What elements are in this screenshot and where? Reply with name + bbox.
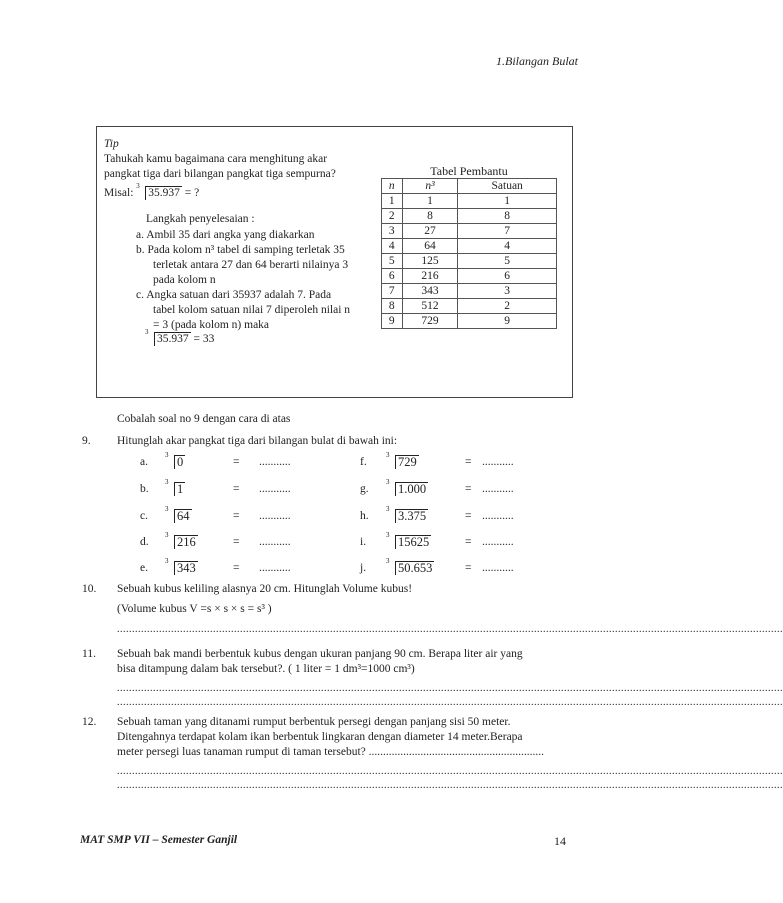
cube-root-expression — [165, 478, 185, 497]
item-label: g. — [360, 483, 369, 495]
root-index: 3 — [165, 557, 169, 565]
step-b-1: b. Pada kolom n³ tabel di samping terletak 35 — [136, 244, 345, 256]
step-b-2: terletak antara 27 dan 64 berarti nilainya 3 — [153, 259, 349, 271]
item-label: f. — [360, 456, 367, 468]
item-label: h. — [360, 510, 369, 522]
cube-root-expression: 3 35.937 — [136, 182, 180, 199]
table-row — [382, 194, 557, 209]
table-cell: 27 — [402, 224, 458, 239]
steps-title: Langkah penyelesaian : — [146, 213, 255, 225]
table-cell: 216 — [402, 269, 458, 284]
table-cell: 125 — [402, 254, 458, 269]
equals-sign: = — [465, 510, 472, 522]
table-row — [382, 284, 557, 299]
table-caption: Tabel Pembantu — [382, 164, 557, 179]
answer-blank[interactable]: ........... — [482, 536, 514, 548]
table-cell: 729 — [402, 314, 458, 329]
table-header: n — [382, 179, 403, 194]
tip-title: Tip — [104, 138, 119, 150]
root-index: 3 — [386, 478, 390, 486]
equals-sign: = — [465, 483, 472, 495]
chapter-header: 1.Bilangan Bulat — [496, 54, 578, 68]
equals-sign: = — [233, 562, 240, 574]
step-a: a. Ambil 35 dari angka yang diakarkan — [136, 229, 315, 241]
table-row — [382, 239, 557, 254]
radicand: 50.653 — [395, 561, 434, 575]
example-suffix: = ? — [184, 187, 200, 199]
radicand: 1.000 — [395, 482, 428, 496]
cube-root-expression — [165, 531, 198, 550]
tip-example — [104, 182, 200, 200]
table-cell: 4 — [458, 239, 557, 254]
answer-blank[interactable]: ........... — [259, 562, 291, 574]
answer-line[interactable]: .............................................................................................................................................................................................................................. — [117, 766, 783, 777]
equals-sign: = — [233, 483, 240, 495]
cube-root-expression — [386, 557, 434, 576]
table-cell: 512 — [402, 299, 458, 314]
result-suffix: = 33 — [193, 333, 215, 345]
item-label: e. — [140, 562, 148, 574]
answer-line[interactable]: .............................................................................................................................................................................................................................. — [117, 683, 783, 694]
tip-line-1: Tahukah kamu bagaimana cara menghitung akar — [104, 153, 328, 165]
root-index: 3 — [386, 531, 390, 539]
equals-sign: = — [465, 562, 472, 574]
q9-text: Hitunglah akar pangkat tiga dari bilangan bulat di bawah ini: — [117, 435, 398, 447]
step-c-3: = 3 (pada kolom n) maka — [153, 319, 270, 331]
radicand: 729 — [395, 455, 419, 469]
answer-blank[interactable]: ........... — [259, 536, 291, 548]
table-cell: 64 — [402, 239, 458, 254]
intro-text: Cobalah soal no 9 dengan cara di atas — [117, 413, 291, 425]
table-cell: 6 — [382, 269, 403, 284]
q10-number: 10. — [82, 583, 97, 595]
cube-root-expression: 3 35.937 — [145, 328, 189, 345]
page-number: 14 — [554, 834, 566, 848]
table-cell: 2 — [458, 299, 557, 314]
q9-number: 9. — [82, 435, 91, 447]
equals-sign: = — [233, 536, 240, 548]
answer-blank[interactable]: ........... — [482, 483, 514, 495]
q11-line-1: Sebuah bak mandi berbentuk kubus dengan ukuran panjang 90 cm. Berapa liter air yang — [117, 648, 523, 660]
table-row — [382, 314, 557, 329]
table-row — [382, 299, 557, 314]
q11-number: 11. — [82, 648, 96, 660]
root-index: 3 — [165, 505, 169, 513]
equals-sign: = — [233, 456, 240, 468]
helper-table — [381, 164, 557, 329]
step-c-1: c. Angka satuan dari 35937 adalah 7. Pada — [136, 289, 332, 301]
radicand: 64 — [174, 509, 192, 523]
table-cell: 8 — [402, 209, 458, 224]
answer-blank[interactable]: ........... — [259, 456, 291, 468]
step-c-2: tabel kolom satuan nilai 7 diperoleh nilai n — [153, 304, 351, 316]
radicand: 1 — [174, 482, 185, 496]
table-row — [382, 269, 557, 284]
table-cell: 4 — [382, 239, 403, 254]
cube-root-expression — [386, 505, 428, 524]
table-cell: 2 — [382, 209, 403, 224]
equals-sign: = — [233, 510, 240, 522]
table-cell: 343 — [402, 284, 458, 299]
item-label: b. — [140, 483, 149, 495]
footer-course: MAT SMP VII – Semester Ganjil — [80, 834, 238, 846]
table-cell: 3 — [382, 224, 403, 239]
table-cell: 5 — [458, 254, 557, 269]
tip-line-2: pangkat tiga dari bilangan pangkat tiga sempurna? — [104, 168, 336, 180]
q12-line-3: meter persegi luas tanaman rumput di taman tersebut? ............................................................. — [117, 746, 545, 758]
root-index: 3 — [386, 451, 390, 459]
item-label: a. — [140, 456, 148, 468]
radicand: 216 — [174, 535, 198, 549]
equals-sign: = — [465, 456, 472, 468]
cube-root-expression — [386, 478, 428, 497]
root-index: 3 — [386, 505, 390, 513]
table-cell: 1 — [402, 194, 458, 209]
tip-result — [145, 328, 215, 346]
cube-root-expression — [386, 531, 431, 550]
table-cell: 3 — [458, 284, 557, 299]
q12-line-1: Sebuah taman yang ditanami rumput berbentuk persegi dengan panjang sisi 50 meter. — [117, 716, 511, 728]
answer-line[interactable]: .............................................................................................................................................................................................................................. — [117, 697, 783, 708]
table-cell: 9 — [458, 314, 557, 329]
table-row — [382, 209, 557, 224]
q11-line-2: bisa ditampung dalam bak tersebut?. ( 1 liter = 1 dm³=1000 cm³) — [117, 663, 415, 675]
root-index: 3 — [165, 478, 169, 486]
step-b-3: pada kolom n — [153, 274, 216, 286]
table-cell: 8 — [382, 299, 403, 314]
cube-root-expression — [165, 557, 198, 576]
table-cell: 5 — [382, 254, 403, 269]
answer-blank[interactable]: ........... — [482, 456, 514, 468]
example-prefix: Misal: — [104, 187, 134, 199]
table-cell: 7 — [382, 284, 403, 299]
answer-blank[interactable]: ........... — [259, 510, 291, 522]
root-index: 3 — [165, 531, 169, 539]
item-label: d. — [140, 536, 149, 548]
radicand: 15625 — [395, 535, 431, 549]
item-label: i. — [360, 536, 367, 548]
root-index: 3 — [386, 557, 390, 565]
table-cell: 8 — [458, 209, 557, 224]
table-cell: 6 — [458, 269, 557, 284]
table-row — [382, 254, 557, 269]
item-label: j. — [360, 562, 367, 574]
table-header: Satuan — [458, 179, 557, 194]
table-cell: 1 — [458, 194, 557, 209]
table-cell: 7 — [458, 224, 557, 239]
table-header: n³ — [402, 179, 458, 194]
answer-line[interactable]: .............................................................................................................................................................................................................................. — [117, 624, 783, 635]
answer-blank[interactable]: ........... — [482, 510, 514, 522]
answer-blank[interactable]: ........... — [482, 562, 514, 574]
equals-sign: = — [465, 536, 472, 548]
item-label: c. — [140, 510, 148, 522]
root-index: 3 — [165, 451, 169, 459]
q12-line-2: Ditengahnya terdapat kolam ikan berbentuk lingkaran dengan diameter 14 meter.Berapa — [117, 731, 523, 743]
q12-number: 12. — [82, 716, 97, 728]
cube-root-expression — [165, 505, 192, 524]
cube-root-expression — [386, 451, 419, 470]
answer-blank[interactable]: ........... — [259, 483, 291, 495]
radicand: 0 — [174, 455, 185, 469]
answer-line[interactable]: .............................................................................................................................................................................................................................. — [117, 780, 783, 791]
radicand: 343 — [174, 561, 198, 575]
q10-formula: (Volume kubus V =s × s × s = s³ ) — [117, 603, 272, 615]
table-cell: 9 — [382, 314, 403, 329]
q10-text: Sebuah kubus keliling alasnya 20 cm. Hitunglah Volume kubus! — [117, 583, 413, 595]
table-cell: 1 — [382, 194, 403, 209]
radicand: 3.375 — [395, 509, 428, 523]
cube-root-expression — [165, 451, 185, 470]
table-row — [382, 224, 557, 239]
